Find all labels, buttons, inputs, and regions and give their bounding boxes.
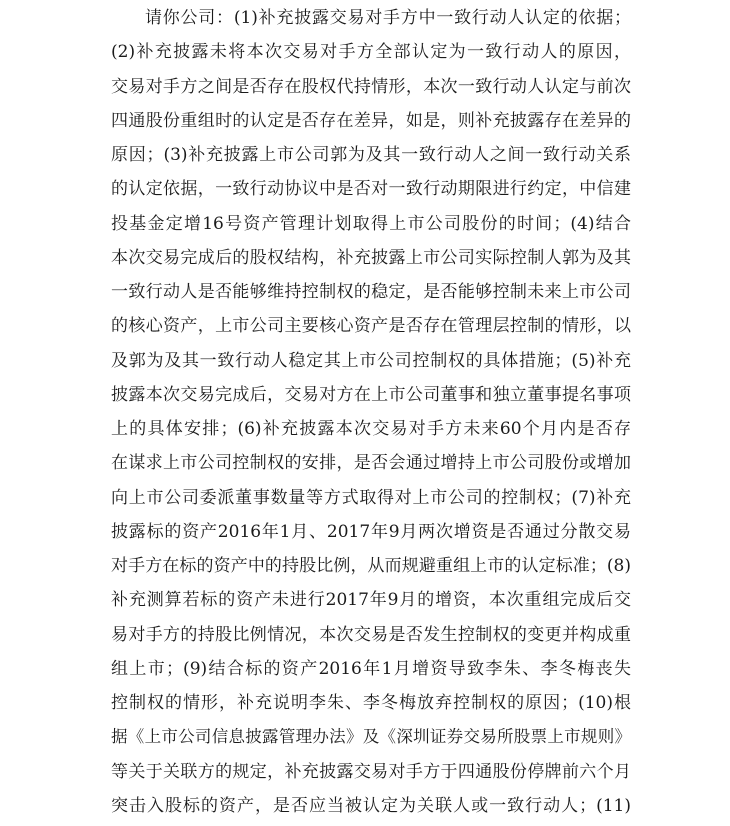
text-line-3: 交易对手方之间是否存在股权代持情形，本次一致行动人认定与前次 [111, 77, 631, 97]
text-line-23: 等关于关联方的规定，补充披露交易对手方于四通股份停牌前六个月 [111, 762, 631, 782]
text-line-2: (2)补充披露未将本次交易对手方全部认定为一致行动人的原因， [111, 42, 631, 62]
text-line-21: 控制权的情形，补充说明李朱、李冬梅放弃控制权的原因；(10)根 [111, 693, 631, 713]
text-line-1: 请你公司：(1)补充披露交易对手方中一致行动人认定的依据； [145, 8, 631, 28]
text-line-24: 突击入股标的资产，是否应当被认定为关联人或一致行动人；(11) [111, 796, 631, 816]
text-line-17: 对手方在标的资产中的持股比例，从而规避重组上市的认定标准；(8) [111, 556, 631, 576]
text-line-19: 易对手方的持股比例情况，本次交易是否发生控制权的变更并构成重 [111, 625, 631, 645]
text-line-15: 向上市公司委派董事数量等方式取得对上市公司的控制权；(7)补充 [111, 488, 631, 508]
text-line-8: 本次交易完成后的股权结构，补充披露上市公司实际控制人郭为及其 [111, 248, 631, 268]
text-line-9: 一致行动人是否能够维持控制权的稳定，是否能够控制未来上市公司 [111, 282, 631, 302]
text-line-14: 在谋求上市公司控制权的安排，是否会通过增持上市公司股份或增加 [111, 453, 631, 473]
text-line-11: 及郭为及其一致行动人稳定其上市公司控制权的具体措施；(5)补充 [111, 351, 631, 371]
text-line-20: 组上市；(9)结合标的资产2016年1月增资导致李朱、李冬梅丧失 [111, 659, 631, 679]
text-line-13: 上的具体安排；(6)补充披露本次交易对手方未来60个月内是否存 [111, 419, 631, 439]
text-line-16: 披露标的资产2016年1月、2017年9月两次增资是否通过分散交易 [111, 522, 631, 542]
text-line-22: 据《上市公司信息披露管理办法》及《深圳证券交易所股票上市规则》 [111, 727, 631, 746]
text-line-10: 的核心资产，上市公司主要核心资产是否存在管理层控制的情形，以 [111, 316, 631, 336]
text-line-6: 的认定依据，一致行动协议中是否对一致行动期限进行约定，中信建 [111, 179, 631, 199]
text-line-4: 四通股份重组时的认定是否存在差异，如是，则补充披露存在差异的 [111, 111, 631, 131]
text-line-5: 原因；(3)补充披露上市公司郭为及其一致行动人之间一致行动关系 [111, 145, 631, 165]
text-line-18: 补充测算若标的资产未进行2017年9月的增资，本次重组完成后交 [111, 590, 631, 610]
text-line-12: 披露本次交易完成后，交易对方在上市公司董事和独立董事提名事项 [111, 385, 631, 405]
text-line-7: 投基金定增16号资产管理计划取得上市公司股份的时间；(4)结合 [111, 214, 631, 234]
